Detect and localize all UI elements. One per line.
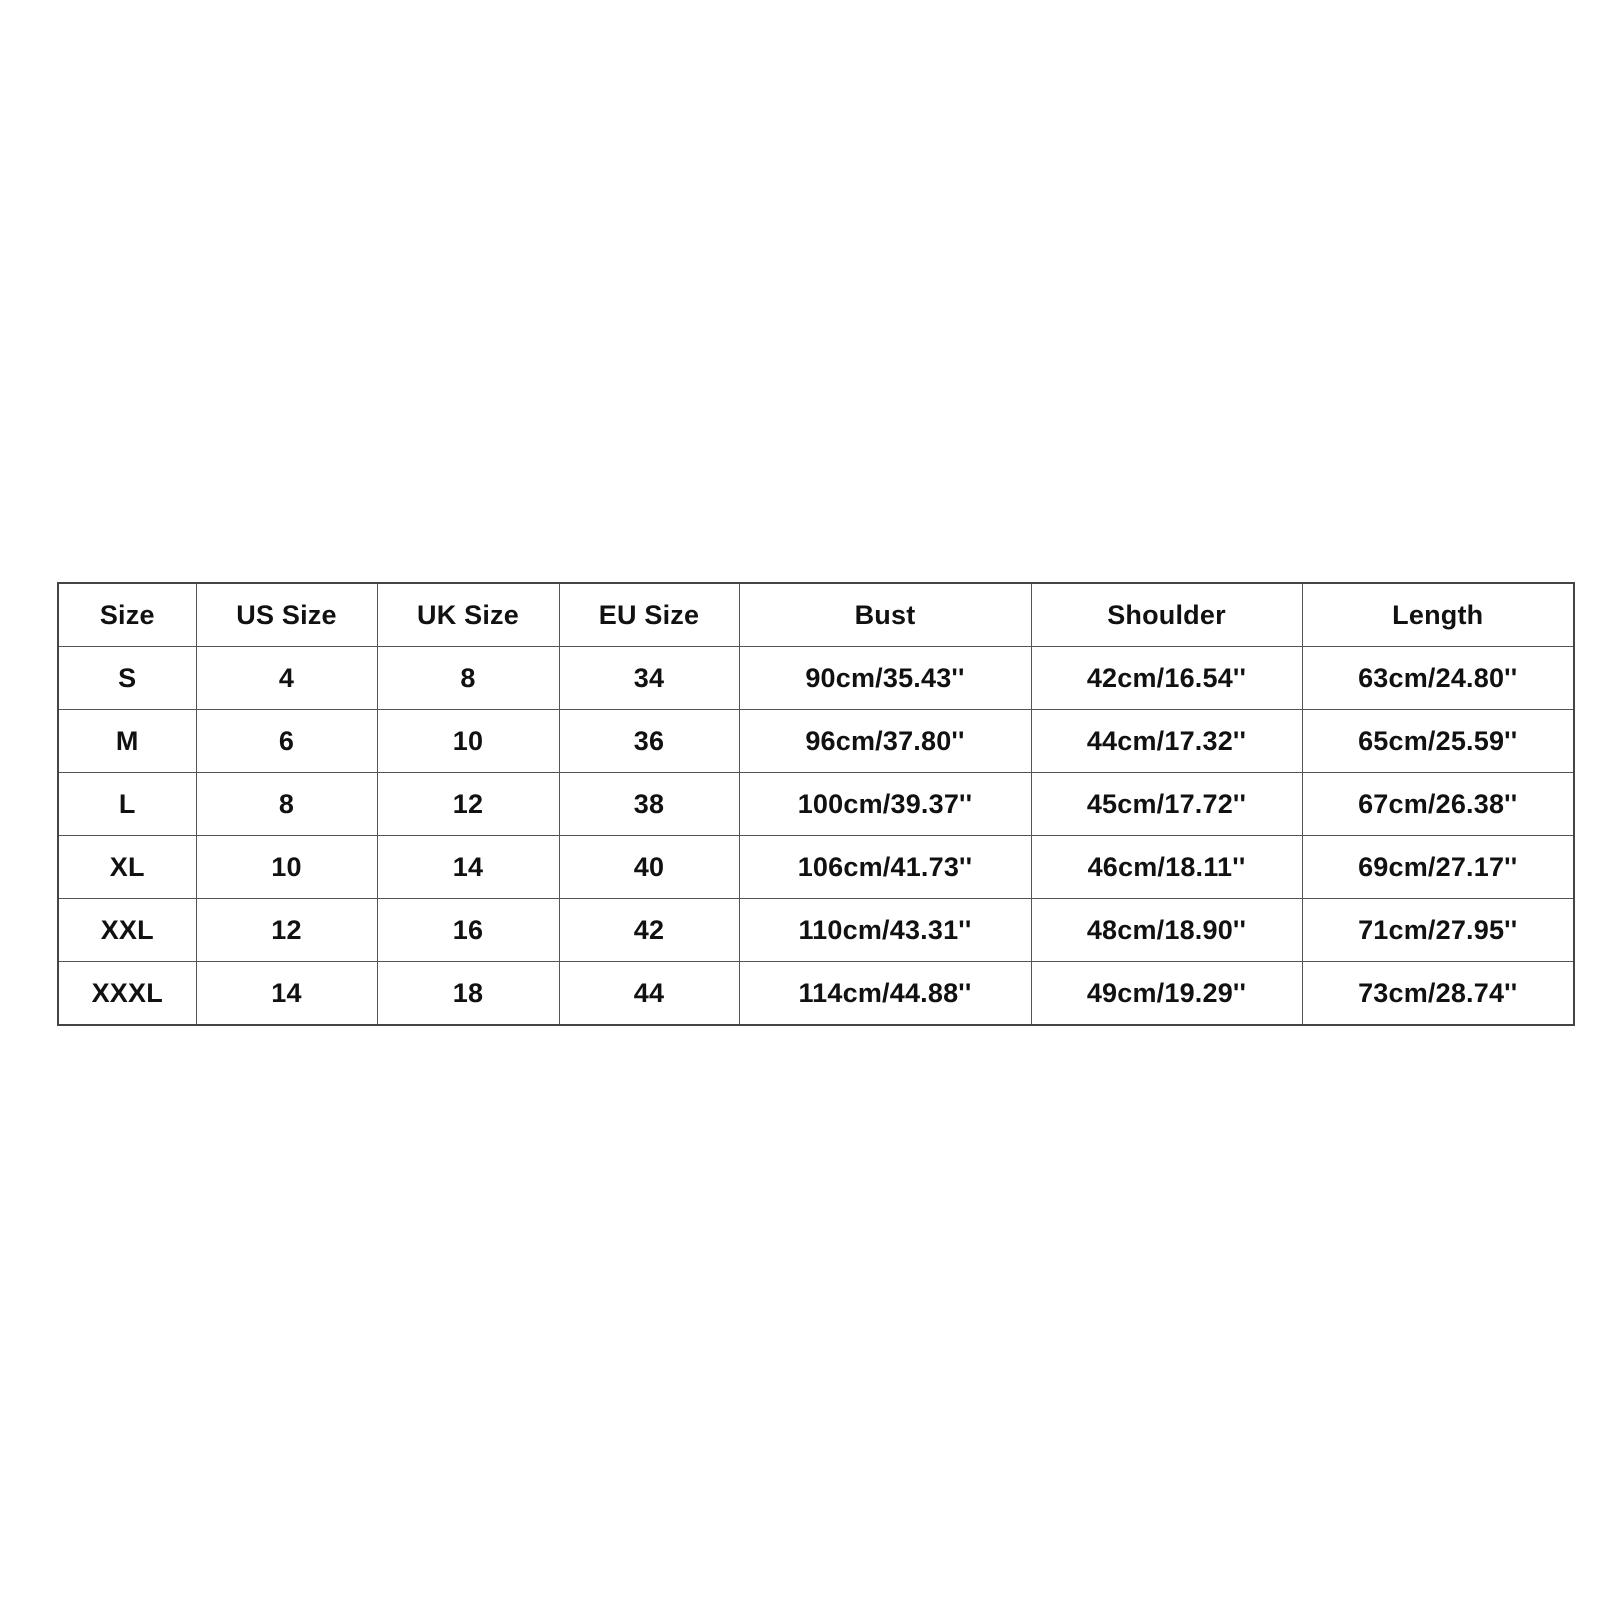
table-row — [58, 836, 1574, 899]
cell-us-size: 10 — [196, 836, 377, 899]
cell-uk-size: 8 — [377, 647, 559, 710]
cell-size: S — [58, 647, 196, 710]
cell-bust: 100cm/39.37'' — [739, 773, 1031, 836]
cell-uk-size: 16 — [377, 899, 559, 962]
header-eu-size: EU Size — [559, 583, 739, 647]
header-size: Size — [58, 583, 196, 647]
cell-size: XXL — [58, 899, 196, 962]
cell-length: 63cm/24.80'' — [1302, 647, 1574, 710]
cell-eu-size: 40 — [559, 836, 739, 899]
cell-size: XL — [58, 836, 196, 899]
cell-us-size: 4 — [196, 647, 377, 710]
cell-shoulder: 42cm/16.54'' — [1031, 647, 1302, 710]
table-row — [58, 773, 1574, 836]
cell-uk-size: 18 — [377, 962, 559, 1026]
cell-us-size: 12 — [196, 899, 377, 962]
cell-us-size: 6 — [196, 710, 377, 773]
cell-length: 69cm/27.17'' — [1302, 836, 1574, 899]
header-length: Length — [1302, 583, 1574, 647]
header-shoulder: Shoulder — [1031, 583, 1302, 647]
table-row — [58, 962, 1574, 1026]
cell-eu-size: 34 — [559, 647, 739, 710]
table-row — [58, 710, 1574, 773]
cell-uk-size: 12 — [377, 773, 559, 836]
cell-shoulder: 44cm/17.32'' — [1031, 710, 1302, 773]
cell-eu-size: 42 — [559, 899, 739, 962]
cell-eu-size: 44 — [559, 962, 739, 1026]
table-row — [58, 647, 1574, 710]
header-uk-size: UK Size — [377, 583, 559, 647]
cell-bust: 114cm/44.88'' — [739, 962, 1031, 1026]
cell-size: L — [58, 773, 196, 836]
cell-size: M — [58, 710, 196, 773]
table-row — [58, 899, 1574, 962]
cell-uk-size: 10 — [377, 710, 559, 773]
cell-bust: 106cm/41.73'' — [739, 836, 1031, 899]
cell-size: XXXL — [58, 962, 196, 1026]
cell-length: 65cm/25.59'' — [1302, 710, 1574, 773]
cell-shoulder: 49cm/19.29'' — [1031, 962, 1302, 1026]
cell-eu-size: 36 — [559, 710, 739, 773]
cell-length: 71cm/27.95'' — [1302, 899, 1574, 962]
cell-bust: 90cm/35.43'' — [739, 647, 1031, 710]
cell-shoulder: 46cm/18.11'' — [1031, 836, 1302, 899]
cell-shoulder: 48cm/18.90'' — [1031, 899, 1302, 962]
cell-bust: 110cm/43.31'' — [739, 899, 1031, 962]
cell-shoulder: 45cm/17.72'' — [1031, 773, 1302, 836]
header-bust: Bust — [739, 583, 1031, 647]
cell-bust: 96cm/37.80'' — [739, 710, 1031, 773]
cell-uk-size: 14 — [377, 836, 559, 899]
cell-length: 73cm/28.74'' — [1302, 962, 1574, 1026]
header-row — [58, 583, 1574, 647]
cell-length: 67cm/26.38'' — [1302, 773, 1574, 836]
cell-us-size: 14 — [196, 962, 377, 1026]
cell-eu-size: 38 — [559, 773, 739, 836]
size-chart-table — [57, 582, 1575, 1026]
cell-us-size: 8 — [196, 773, 377, 836]
header-us-size: US Size — [196, 583, 377, 647]
